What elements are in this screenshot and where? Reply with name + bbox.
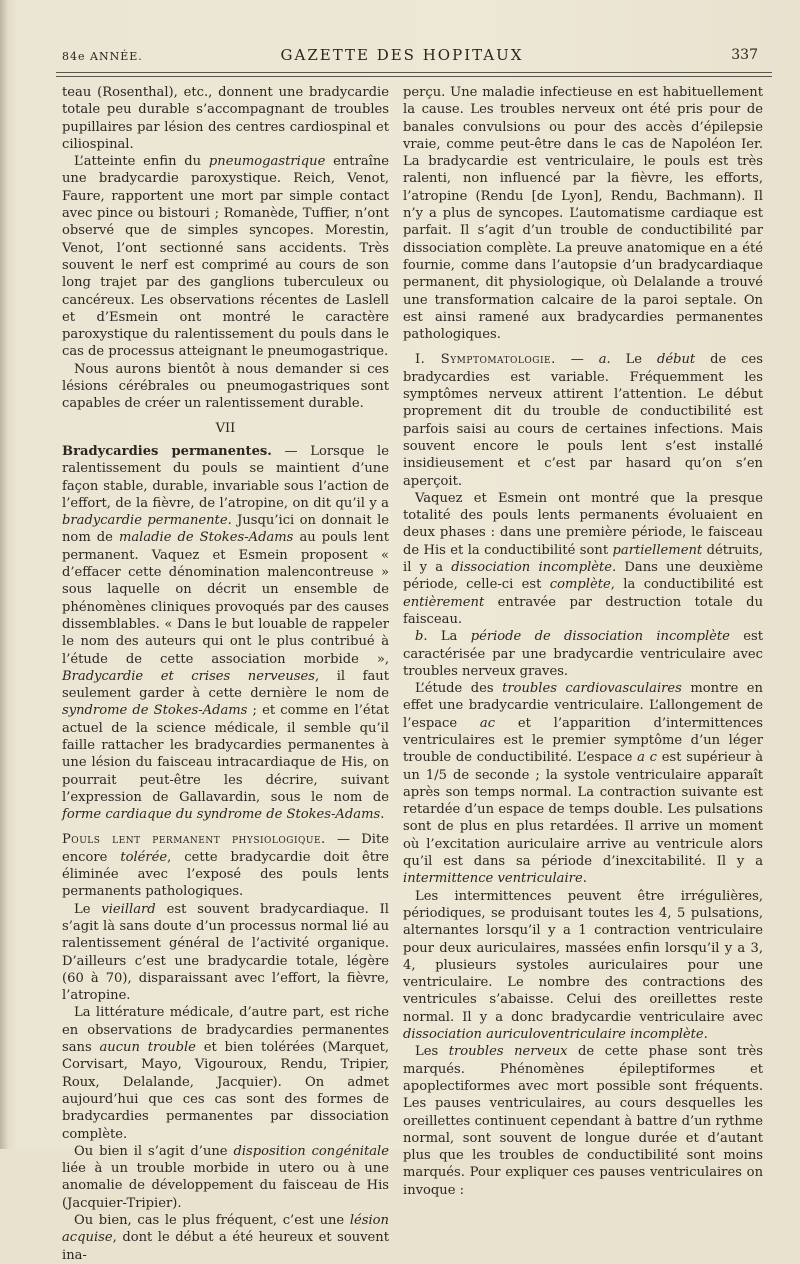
paragraph: Bradycardies permanentes. — Lorsque le ralentissement du pouls se maintient d’une façon stable, durable, invariable sous l’action de l’effort, de la fièvre, de l’atropine, on dit qu’il y a bradycardie permanente. Jusqu’ici on donnait le nom de maladie de Stokes-Adams au pouls lent permanent. Vaquez et Esmein proposent « d’effacer cette dénomination malencontreuse » sous laquelle on décrit un ensemble de phénomènes cliniques provoqués par des causes dissemblables. « Dans le but louable de rappeler le nom des auteurs qui ont le plus contribué à l’étude de cette association morbide », Bradycardie et crises nerveuses, il faut seulement garder à cette dernière le nom de syndrome de Stokes-Adams ; et comme en l’état actuel de la science médicale, il semble qu’il faille rattacher les bradycardies permanentes à une lésion du faisceau intracardiaque de His, on pourrait peut-être les décrire, suivant l’expression de Gallavardin, sous le nom de forme cardiaque du syndrome de Stokes-Adams. (62, 443, 390, 823)
subsection-heading: Pouls lent permanent physiologique. (62, 832, 326, 848)
page-header (40, 44, 764, 68)
paragraph: Les troubles nerveux de cette phase sont très marqués. Phénomènes épileptiformes et apoplectiformes avec mort possible sont fréquents. Les pauses ventriculaires, au cours desquelles les oreillettes continuent cependant à battre d’un rythme normal, sont souvent de longue durée et d’autant plus que les troubles de conductibilité sont moins marqués. Pour expliquer ces pauses ventriculaires on invoque : (403, 1044, 764, 1198)
paragraph: perçu. Une maladie infectieuse en est habituellement la cause. Les troubles nerveux ont été pris pour de banales convulsions ou pour des accès d’épilepsie vraie, comme peut-être dans le cas de Napoléon Ier. La bradycardie est ventriculaire, le pouls est très ralenti, non influencé par la fièvre, les efforts, l’atropine (Rendu [de Lyon], Rendu, Bachmann). Il n’y a plus de syncopes. L’automatisme cardiaque est parfait. Il s’agit d’un trouble de conductibilité par dissociation complète. La preuve anatomique en a été fournie, comme dans l’autopsie d’un bradycardiaque permanent, dit physiologique, où Delalande a trouvé une transformation calcaire de la paroi septale. On est ainsi ramené aux bradycardies permanentes pathologiques. (403, 85, 763, 343)
header-rule-top (56, 72, 772, 73)
paragraph: L’atteinte enfin du pneumogastrique entraîne une bradycardie paroxystique. Reich, Venot, Faure, rapportent une mort par simple contact avec pince ou bistouri ; Romanède, Tuffier, n’ont observé que de simples syncopes. Morestin, Venot, l’ont sectionné sans accidents. Très souvent le nerf est comprimé au cours de son long trajet par des ganglions tuberculeux ou cancéreux. Les observations récentes de Laslell et d’Esmein ont montré le caractère paroxystique du ralentissement du pouls dans le cas de processus atteignant le pneumogastrique. (62, 154, 389, 360)
paragraph: Vaquez et Esmein ont montré que la presque totalité des pouls lents permanents évoluaient en deux phases : dans une première période, le faisceau de His et la conductibilité sont partiellement détruits, il y a dissociation incomplète. Dans une deuxième période, celle-ci est complète, la conductibilité est entièrement entravée par destruction totale du faisceau. (403, 490, 764, 627)
paragraph: Le vieillard est souvent bradycardiaque. Il s’agit là sans doute d’un processus normal lié au ralentissement général de l’activité organique. D’ailleurs c’est une bradycardie totale, légère (60 à 70), disparaissant avec l’effort, la fièvre, l’atropine. (62, 901, 389, 1004)
header-year: 84e ANNÉE. (62, 50, 143, 63)
section-heading: Bradycardies permanentes. (62, 443, 272, 459)
page-spine-shadow (0, 0, 8, 1149)
paragraph: b. La période de dissociation incomplète est caractérisée par une bradycardie ventriculaire avec troubles nerveux graves. (403, 629, 763, 679)
paragraph: Nous aurons bientôt à nous demander si ces lésions cérébrales ou pneumogastriques sont capables de créer un ralentissement durable. (62, 361, 389, 412)
subsection-heading: I. Symptomatologie. (415, 352, 556, 368)
header-page-number: 337 (731, 47, 758, 63)
section-number: VII (215, 420, 236, 436)
paragraph: Ou bien, cas le plus fréquent, c’est une lésion acquise, dont le début a été heureux et souvent ina- (62, 1213, 389, 1263)
paragraph: La littérature médicale, d’autre part, est riche en observations de bradycardies permanentes sans aucun trouble et bien tolérées (Marquet, Corvisart, Mayo, Vigouroux, Rendu, Tripier, Roux, Delalande, Jacquier). On admet aujourd’hui que ces cas sont des formes de bradycardies permanentes par dissociation complète. (62, 1005, 389, 1142)
left-column (62, 84, 389, 1264)
header-title: GAZETTE DES HOPITAUX (280, 46, 524, 64)
paragraph: Ou bien il s’agit d’une disposition congénitale liée à un trouble morbide in utero ou à une anomalie de développement du faisceau de His (Jacquier-Tripier). (62, 1143, 389, 1211)
right-column (403, 84, 763, 1199)
paragraph: L’étude des troubles cardiovasculaires montre en effet une bradycardie ventriculaire. L’allongement de l’espace ac et l’apparition d’intermittences ventriculaires est le premier symptôme d’un léger trouble de conductibilité. L’espace a c est supérieur à un 1/5 de seconde ; la systole ventriculaire apparaît après son temps normal. La contraction suivante est retardée d’un espace de temps double. Les pulsations sont de plus en plus retardées. Il arrive un moment où l’excitation auriculaire arrive au ventricule alors qu’il est dans sa période d’inexcitabilité. Il y a intermittence ventriculaire. (403, 681, 763, 887)
paragraph: Les intermittences peuvent être irrégulières, périodiques, se produisant toutes les 4, 5 pulsations, alternantes lorsqu’il y a 1 contraction ventriculaire pour deux auriculaires, massées enfin lorsqu’il y a 3, 4, plusieurs systoles auriculaires pour une ventriculaire. Le nombre des contractions des ventricules s’abaisse. Celui des oreillettes reste normal. Il y a donc bradycardie ventriculaire avec dissociation auriculoventriculaire incomplète. (403, 888, 763, 1043)
paragraph: teau (Rosenthal), etc., donnent une bradycardie totale peu durable s’accompagnant de troubles pupillaires par lésion des centres cardiospinal et ciliospinal. (62, 85, 389, 152)
paragraph: Pouls lent permanent physiologique. — Dite encore tolérée, cette bradycardie doit être éliminée avec l’exposé des pouls lents permanents pathologiques. (62, 832, 390, 900)
header-rule-bottom (56, 76, 772, 77)
paragraph: I. Symptomatologie. — a. Le début de ces bradycardies est variable. Fréquemment les symptômes nerveux attirent l’attention. Le début proprement dit du trouble de conductibilité est parfois saisi au cours de certaines infections. Mais souvent encore le pouls lent s’est installé insidieusement et c’est par hasard qu’on s’en aperçoit. (403, 352, 763, 489)
